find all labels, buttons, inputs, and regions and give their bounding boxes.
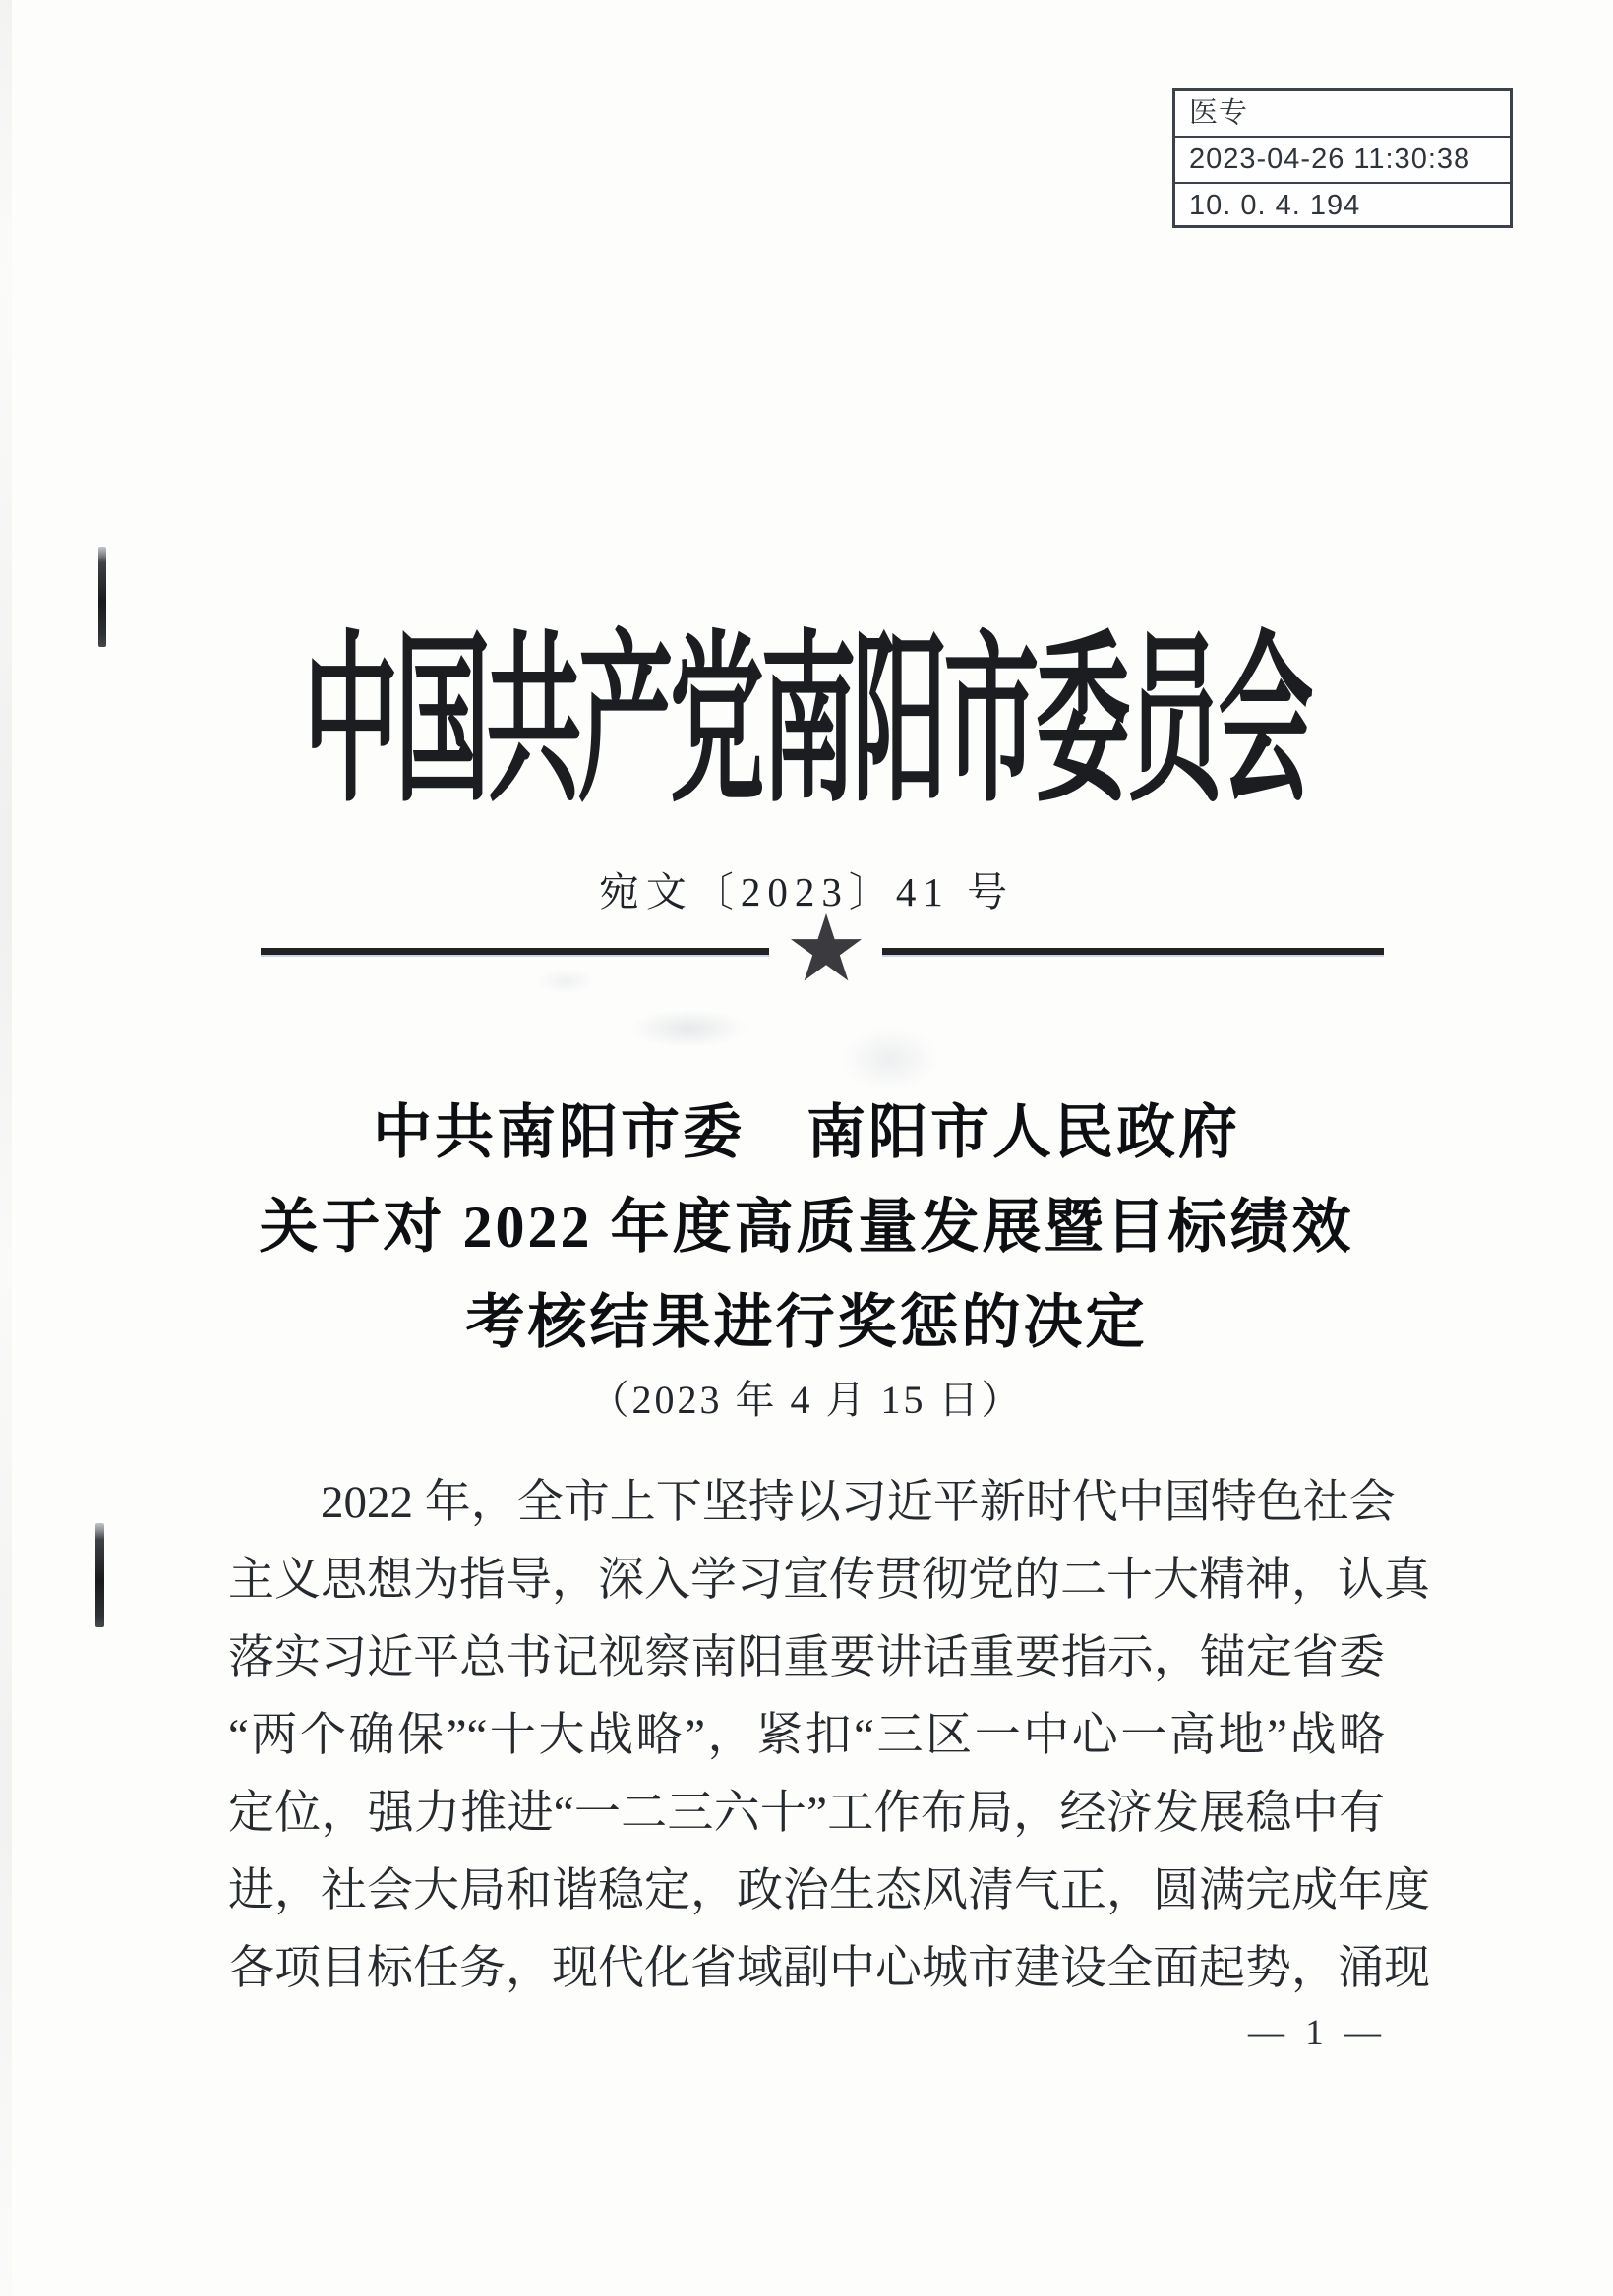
scan-smudge xyxy=(841,1028,939,1091)
stamp-datetime: 2023-04-26 11:30:38 xyxy=(1175,138,1510,184)
divider-line-left xyxy=(261,948,769,955)
staple-mark-top xyxy=(98,547,106,647)
scan-smudge xyxy=(629,1009,747,1048)
body-paragraph xyxy=(228,1464,1430,2008)
doc-date: （2023 年 4 月 15 日） xyxy=(589,1378,1024,1422)
doc-title-line-3: 考核结果进行奖惩的决定 xyxy=(465,1290,1148,1355)
stamp-unit: 医专 xyxy=(1175,91,1510,138)
stamp-ip-address: 10. 0. 4. 194 xyxy=(1189,190,1361,221)
body-line: 定位，强力推进“一二三六十”工作布局，经济发展稳中有 xyxy=(228,1788,1385,1839)
scan-smudge xyxy=(536,969,595,994)
body-line: “两个确保”“十大战略”，紧扣“三区一中心一高地”战略 xyxy=(228,1710,1385,1761)
scan-edge-noise xyxy=(0,0,12,2296)
doc-title-line-2: 关于对 2022 年度高质量发展暨目标绩效 xyxy=(259,1195,1354,1260)
scan-stamp-box xyxy=(1172,88,1513,228)
doc-title-line-1: 中共南阳市委 南阳市人民政府 xyxy=(373,1100,1240,1165)
page-number: — 1 — xyxy=(1248,2013,1387,2053)
body-line: 2022 年，全市上下坚持以习近平新时代中国特色社会 xyxy=(321,1477,1396,1528)
star-icon: ★ xyxy=(784,896,868,1003)
body-line: 主义思想为指导，深入学习宣传贯彻党的二十大精神，认真 xyxy=(228,1555,1430,1606)
doc-number: 宛文〔2023〕41 号 xyxy=(598,869,1015,914)
masthead-title: 中国共产党南阳市委员会 xyxy=(303,620,1310,824)
body-line: 进，社会大局和谐稳定，政治生态风清气正，圆满完成年度 xyxy=(228,1865,1430,1916)
divider-line-right xyxy=(882,948,1384,955)
masthead xyxy=(148,572,1465,824)
body-line: 各项目标任务，现代化省域副中心城市建设全面起势，涌现 xyxy=(228,1943,1430,1994)
staple-mark-bottom xyxy=(95,1523,104,1627)
body-line: 落实习近平总书记视察南阳重要讲话重要指示，锚定省委 xyxy=(228,1632,1385,1683)
